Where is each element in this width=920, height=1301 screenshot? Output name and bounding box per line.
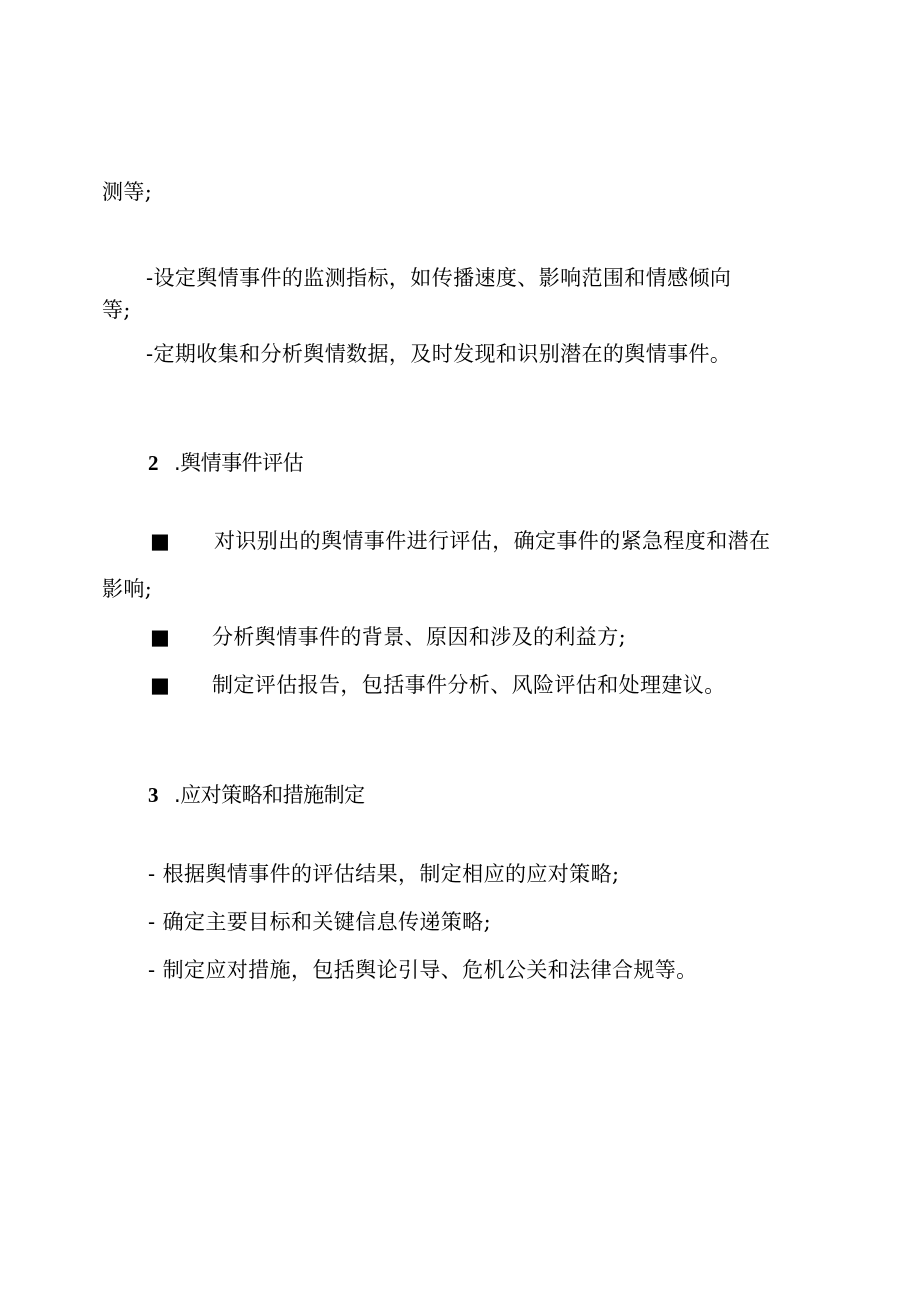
section-3-item-1: - 根据舆情事件的评估结果，制定相应的应对策略; (148, 862, 620, 886)
section-3-item-2: - 确定主要目标和关键信息传递策略; (148, 910, 492, 934)
square-bullet-icon: ■ (150, 625, 170, 649)
monitoring-item-2: -定期收集和分析舆情数据，及时发现和识别潜在的舆情事件。 (146, 342, 732, 366)
section-3-heading (148, 781, 365, 809)
square-bullet-icon: ■ (150, 529, 170, 553)
monitoring-item-1: -设定舆情事件的监测指标，如传播速度、影响范围和情感倾向 (146, 266, 732, 290)
section-3-title: .应对策略和措施制定 (174, 783, 365, 807)
section-2-number: 2 (148, 451, 158, 475)
monitoring-item-1-continuation: 等; (102, 298, 131, 322)
section-3-item-3: - 制定应对措施，包括舆论引导、危机公关和法律合规等。 (148, 958, 698, 982)
section-2-item-3: 制定评估报告，包括事件分析、风险评估和处理建议。 (212, 673, 726, 697)
section-2-item-2: 分析舆情事件的背景、原因和涉及的利益方; (212, 625, 627, 649)
section-2-title: .舆情事件评估 (174, 451, 304, 475)
section-2-item-1-continuation: 影响; (102, 577, 153, 601)
section-2-item-1: 对识别出的舆情事件进行评估，确定事件的紧急程度和潜在 (214, 529, 771, 553)
square-bullet-icon: ■ (150, 673, 170, 697)
section-2-heading (148, 449, 303, 477)
intro-text-line: 测等; (102, 180, 153, 204)
section-3-number: 3 (148, 783, 158, 807)
